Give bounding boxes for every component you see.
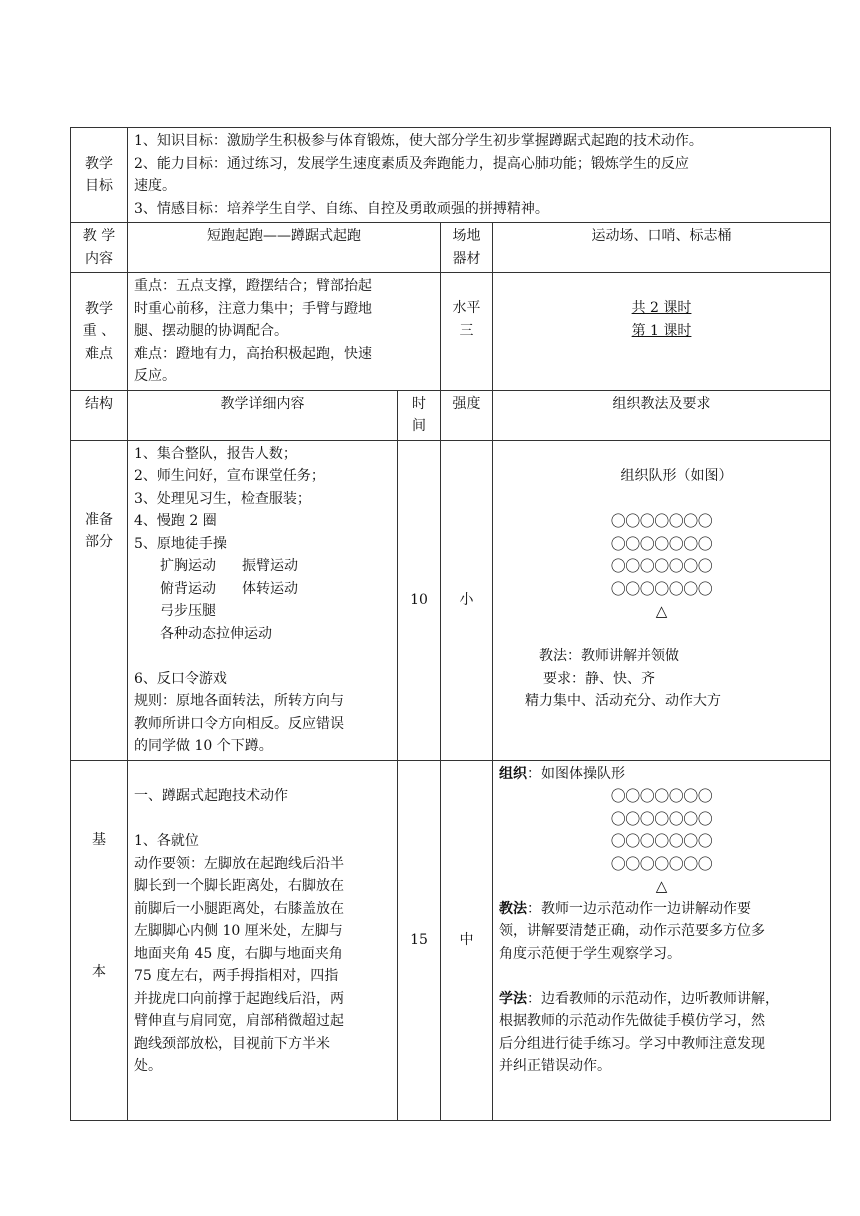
basic-label-top: 基: [92, 831, 106, 848]
prep-row: [71, 440, 831, 760]
exercise: 体转运动: [242, 580, 298, 597]
basic-learn-text: ：边看教师的示范动作，边听教师讲解，: [527, 990, 779, 1007]
basic-detail: [128, 760, 398, 1120]
basic-row: [71, 760, 831, 1120]
basic-label-bottom: 本: [92, 963, 106, 980]
formation-circles-row: 〇〇〇〇〇〇〇: [610, 557, 713, 575]
section-header-row: [71, 390, 831, 440]
basic-detail-line: 75 度左右，两手拇指相对，四指: [134, 968, 339, 984]
prep-label: 准备 部分: [71, 440, 128, 760]
key-point-line: 反应。: [134, 368, 176, 384]
basic-detail-line: 动作要领：左脚放在起跑线后沿半: [134, 855, 344, 872]
prep-method: 教法：教师讲解并领做: [539, 648, 679, 664]
basic-learn-label: 学法: [499, 990, 527, 1007]
header-intensity: 强度: [441, 390, 493, 440]
formation-circles-row: 〇〇〇〇〇〇〇: [610, 512, 713, 530]
formation-circles-row: 〇〇〇〇〇〇〇: [610, 809, 713, 828]
current-period: 第 1 课时: [631, 322, 692, 339]
objective-line: 2、能力目标：通过练习，发展学生速度素质及奔跑能力，提高心肺功能；锻炼学生的反应: [134, 155, 689, 172]
period-info: [493, 273, 831, 391]
key-point-line: 难点：蹬地有力，高抬积极起跑，快速: [134, 345, 372, 362]
prep-requirement-2: 精力集中、活动充分、动作大方: [525, 693, 721, 709]
prep-item: 3、处理见习生，检查服装；: [134, 490, 311, 507]
header-time: 时 间: [398, 390, 441, 440]
prep-time: 10: [398, 440, 441, 760]
basic-org-text: ：如图体操队形: [527, 765, 625, 782]
exercise: 扩胸运动: [160, 558, 216, 574]
venue-value: 运动场、口哨、标志桶: [493, 223, 831, 273]
key-point-line: 腿、摆动腿的协调配合。: [134, 323, 288, 339]
game-title: 6、反口令游戏: [134, 670, 227, 687]
teacher-triangle-icon: △: [655, 877, 668, 895]
basic-teach-line: 领，讲解要清楚正确，动作示范要多方位多: [499, 923, 765, 939]
basic-org: [493, 760, 831, 1120]
exercise: 俯背运动: [160, 580, 216, 597]
basic-learn-line: 根据教师的示范动作先做徒手模仿学习，然: [499, 1013, 765, 1029]
key-point-line: 时重心前移，注意力集中；手臂与蹬地: [134, 300, 372, 317]
teacher-triangle-icon: △: [655, 602, 668, 620]
formation-title: 组织队形（如图）: [620, 468, 733, 484]
game-rule-line: 的同学做 10 个下蹲。: [134, 738, 273, 754]
prep-detail: [128, 440, 398, 760]
basic-detail-line: 臂伸直与肩同宽，肩部稍微超过起: [134, 1013, 344, 1029]
basic-org-label: 组织: [499, 765, 527, 782]
basic-step: 1、各就位: [134, 833, 199, 849]
basic-detail-line: 脚长到一个脚长距离处，右脚放在: [134, 878, 344, 894]
basic-detail-line: 左脚脚心内侧 10 厘米处，左脚与: [134, 923, 343, 939]
basic-teach-label: 教法: [499, 900, 527, 917]
basic-teach-line: [499, 898, 824, 921]
basic-detail-line: 地面夹角 45 度，右脚与地面夹角: [134, 945, 343, 962]
prep-item: 1、集合整队，报告人数；: [134, 445, 297, 462]
formation-circles-row: 〇〇〇〇〇〇〇: [610, 832, 713, 850]
basic-learn-line: [499, 988, 824, 1011]
key-points-label: 教学 重 、 难点: [71, 273, 128, 391]
level-label: 水平 三: [441, 273, 493, 391]
exercise-line: [134, 578, 391, 601]
objective-line: 1、知识目标：激励学生积极参与体育锻炼，使大部分学生初步掌握蹲踞式起跑的技术动作。: [134, 133, 703, 149]
formation-circles-row: 〇〇〇〇〇〇〇: [610, 854, 713, 873]
exercise-line: [134, 555, 391, 578]
header-org: 组织教法及要求: [493, 390, 831, 440]
basic-detail-line: 跑线颈部放松，目视前下方半米: [134, 1035, 330, 1052]
header-detail: 教学详细内容: [128, 390, 398, 440]
basic-learn-line: 并纠正错误动作。: [499, 1058, 611, 1074]
exercise: 各种动态拉伸运动: [160, 625, 272, 642]
objectives-label: 教学 目标: [71, 128, 128, 223]
prep-requirement: 要求：静、快、齐: [543, 670, 655, 687]
total-periods: 共 2 课时: [631, 300, 692, 316]
prep-intensity: 小: [441, 440, 493, 760]
basic-detail-line: 处。: [134, 1058, 162, 1074]
basic-teach-line: 角度示范便于学生观察学习。: [499, 945, 681, 962]
basic-intensity: 中: [441, 760, 493, 1120]
objective-line: 3、情感目标：培养学生自学、自练、自控及勇敢顽强的拼搏精神。: [134, 200, 549, 217]
prep-org: [493, 440, 831, 760]
key-points-content: [128, 273, 441, 391]
objectives-content: [128, 128, 831, 223]
basic-label: [71, 760, 128, 1120]
exercise-line: [134, 623, 391, 646]
venue-label: 场地 器材: [441, 223, 493, 273]
objectives-row: [71, 128, 831, 223]
exercise: 振臂运动: [242, 558, 298, 574]
basic-org-line: [499, 763, 824, 786]
lesson-plan-table: [70, 127, 831, 1121]
content-value: 短跑起跑——蹲踞式起跑: [128, 223, 441, 273]
basic-detail-line: 并拢虎口向前撑于起跑线后沿，两: [134, 990, 344, 1007]
lesson-plan-page: [70, 127, 830, 1121]
prep-item: 4、慢跑 2 圈: [134, 513, 217, 529]
basic-section-title: 一、蹲踞式起跑技术动作: [134, 788, 288, 804]
formation-circles-row: 〇〇〇〇〇〇〇: [610, 579, 713, 598]
exercise: 弓步压腿: [160, 603, 216, 619]
objective-line: 速度。: [134, 178, 176, 194]
header-structure: 结构: [71, 390, 128, 440]
game-rule-line: 规则：原地各面转法，所转方向与: [134, 693, 344, 709]
prep-item: 5、原地徒手操: [134, 535, 227, 552]
basic-detail-line: 前脚后一小腿距离处，右膝盖放在: [134, 900, 344, 917]
content-label: 教 学 内容: [71, 223, 128, 273]
key-point-line: 重点：五点支撑，蹬摆结合；臂部抬起: [134, 278, 372, 294]
exercise-line: [134, 600, 391, 623]
basic-time: 15: [398, 760, 441, 1120]
content-row: [71, 223, 831, 273]
basic-learn-line: 后分组进行徒手练习。学习中教师注意发现: [499, 1035, 765, 1052]
formation-circles-row: 〇〇〇〇〇〇〇: [610, 534, 713, 553]
game-rule-line: 教师所讲口令方向相反。反应错误: [134, 715, 344, 732]
basic-teach-text: ：教师一边示范动作一边讲解动作要: [527, 900, 751, 917]
prep-item: 2、师生问好，宣布课堂任务；: [134, 468, 325, 484]
formation-circles-row: 〇〇〇〇〇〇〇: [610, 787, 713, 805]
key-points-row: [71, 273, 831, 391]
